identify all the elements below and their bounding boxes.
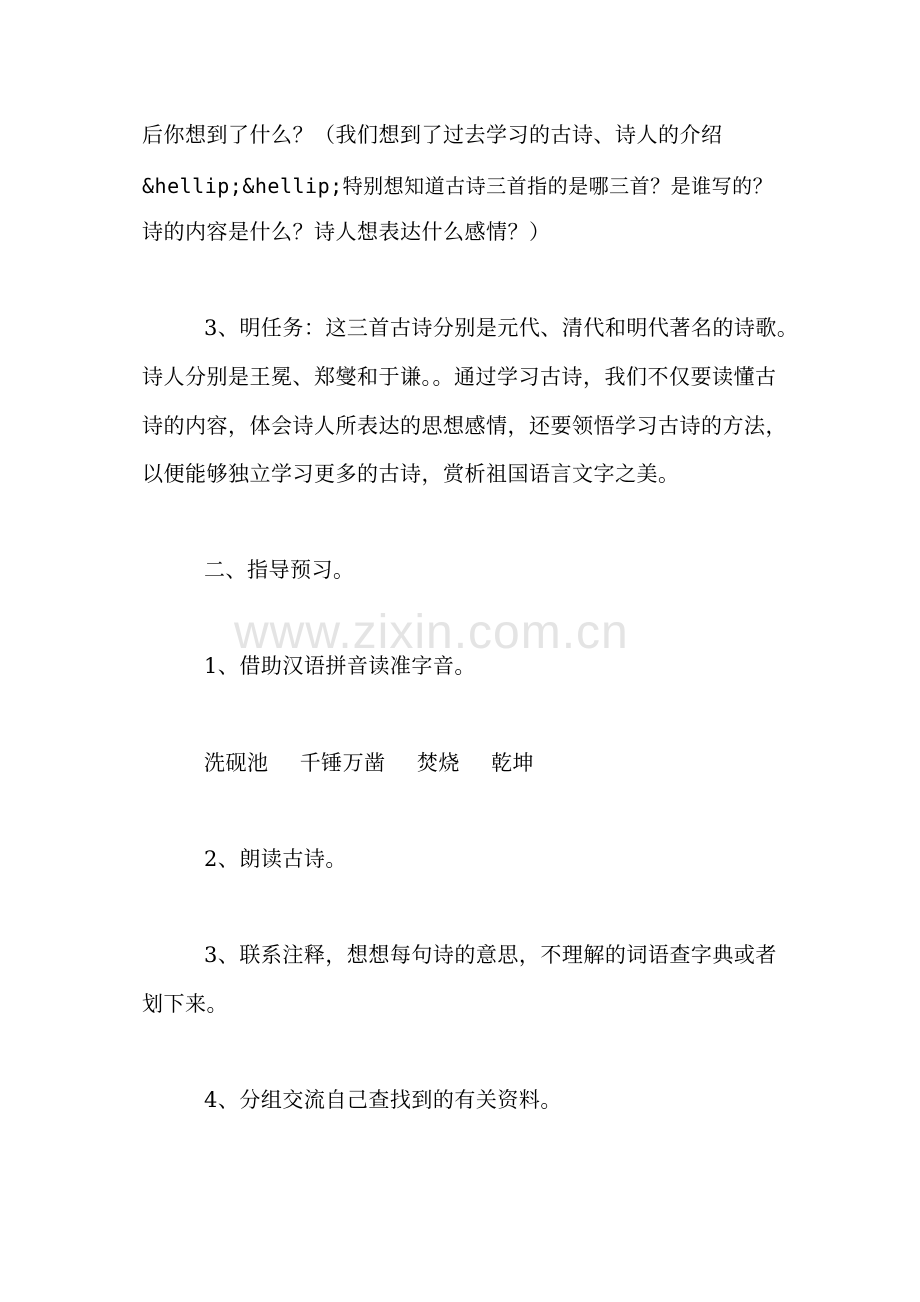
vocabulary-words — [204, 748, 558, 778]
paragraph-line: 诗的内容是什么？诗人想表达什么感情？） — [142, 220, 551, 244]
paragraph-line: &hellip;&hellip;特别想知道古诗三首指的是哪三首？是谁写的？ — [142, 174, 774, 198]
watermark: www.zixin.com.cn — [234, 606, 629, 659]
list-item: 1、借助汉语拼音读准字音。 — [204, 654, 476, 678]
paragraph-line: 后你想到了什么？（我们想到了过去学习的古诗、诗人的介绍 — [142, 123, 723, 147]
list-item: 3、联系注释，想想每句诗的意思，不理解的词语查字典或者 — [204, 943, 777, 967]
vocab-word: 千锤万凿 — [299, 751, 386, 775]
paragraph-line: 3、明任务：这三首古诗分别是元代、清代和明代著名的诗歌。 — [204, 316, 799, 340]
vocab-word: 乾坤 — [491, 751, 535, 775]
vocab-word: 焚烧 — [416, 751, 460, 775]
section-heading: 二、指导预习。 — [204, 558, 355, 582]
paragraph-line: 诗人分别是王冕、郑燮和于谦。。通过学习古诗，我们不仅要读懂古 — [142, 365, 777, 389]
paragraph-line: 诗的内容，体会诗人所表达的思想感情，还要领悟学习古诗的方法， — [142, 414, 787, 438]
paragraph-line: 以便能够独立学习更多的古诗，赏析祖国语言文字之美。 — [142, 462, 680, 486]
vocab-word: 洗砚池 — [204, 751, 269, 775]
list-item-continuation: 划下来。 — [142, 992, 228, 1016]
list-item: 2、朗读古诗。 — [204, 847, 347, 871]
list-item: 4、分组交流自己查找到的有关资料。 — [204, 1088, 562, 1112]
